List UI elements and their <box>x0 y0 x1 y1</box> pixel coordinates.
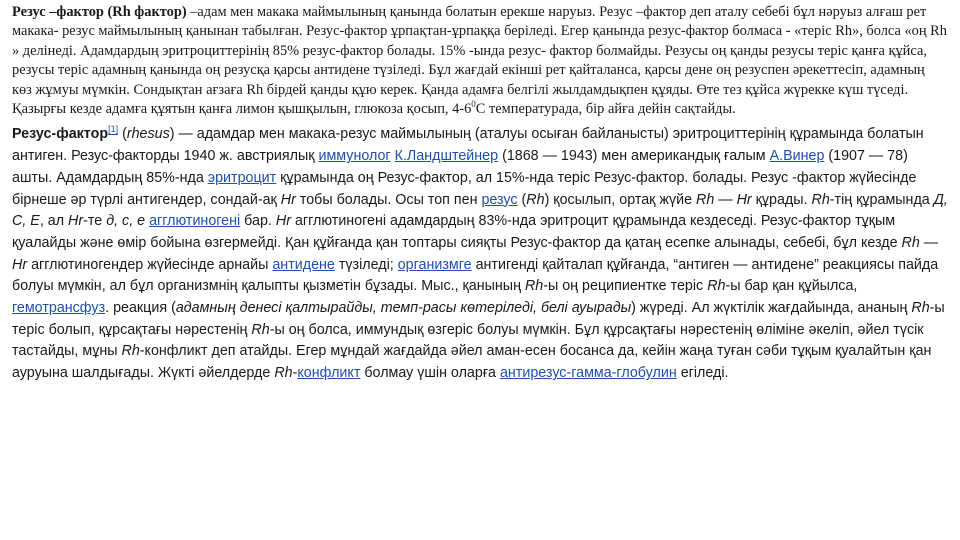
degree-superscript: 0 <box>471 99 476 110</box>
italic-term: Rh <box>901 234 920 251</box>
italic-term: Rh <box>911 300 930 317</box>
italic-symptoms: адамның денесі қалтырайды, темп-расы көтеріледі, белі ауырады <box>175 300 632 317</box>
link-organizm[interactable]: организмге <box>397 256 472 273</box>
text-segment: -ы оң болса, иммундық өзгеріс болуы мүмкін. Бұл құрсақтағы нәрестенің өліміне әкеліп, әйел түсік тастайды, мұны <box>12 321 924 360</box>
text-segment: құрамында оң Резус-фактор, ал 15%-нда теріс Резус-фактор. болады. Резус -фактор жүйесінде бірнеше әр түрлі антигендер, сондай-ақ <box>12 169 917 208</box>
text-segment: - <box>292 365 298 382</box>
term-heading: Резус-фактор <box>12 126 109 143</box>
italic-term: Rh <box>526 191 545 208</box>
text-segment: . реакция ( <box>105 300 176 317</box>
link-rezus[interactable]: резус <box>481 191 518 208</box>
text-segment: ) — адамдар мен макака-резус маймылының (аталуы осыған байланысты) эритроциттерінің құрамында болатын антиген. Резус-факторды 1940 ж. австриялық <box>12 126 924 165</box>
text-segment: агглютиногені адамдардың 83%-нда эритроцит құрамында кездеседі. Резус-фактор тұқым қуалайды және өмір бойына өзгермейді. Қан құйғанда қан топтары сияқты Резус-фактор да қатаң есепке алынады, себебі, бұл кезде <box>12 213 902 251</box>
footnote-ref-link[interactable]: [1] <box>108 124 119 135</box>
paragraph-text: –адам мен макака маймылының қанында болатын ерекше наруыз. Резус –фактор деп аталу себебі бұл нәруыз алғаш рет макака- резус маймылының қанынан табылған. Резус-фактор ұрпақтан-ұрпаққа беріледі. Егер қанында резус-фактор болмаса - «теріс Rh», болса «оң Rh » делінеді. Адамдардың эритроциттерінің 85% резус-фактор болады. 15% -ында резус- фактор болмайды. Резусы оң қанды резусы теріс қанға құйса, резусы теріс адамның қанында оң резусқа қарсы антидене түзіледі. Бұл жағдай екінші рет қайталанса, қарсы дене оң резуспен әрекеттесіп, адамның көз жұмуы мүмкін. Сондықтан ағзаға Rh бірдей қанды құю керек. Қанда адамға белгілі жылдамдықпен құяды. Өте тез құйса жүрекке күш түседі. Қазырғы кезде адамға құятын қанға лимон қышқылын, глюкоза қосып, 4-6 <box>12 4 947 118</box>
text-segment: ( <box>517 191 527 208</box>
link-antidene[interactable]: антидене <box>272 256 335 273</box>
italic-term: Hr <box>68 213 84 230</box>
text-segment: ) қосылып, ортақ жүйе <box>544 191 697 208</box>
link-immunolog[interactable]: иммунолог <box>318 148 391 165</box>
term-heading: Резус –фактор (Rh фактор) <box>12 4 187 20</box>
italic-term: Rh <box>696 191 715 208</box>
text-segment: антигенді қайталап құйғанда, “антиген — антидене” реакциясы пайда болуы мүмкін, ал бұл организмнің қалыпты қызметін бұзады. Мыс., қанының <box>12 256 939 295</box>
italic-term: Д, С, Е <box>12 191 948 230</box>
italic-term: Rh <box>524 278 544 295</box>
text-segment: -конфликт деп атайды. Егер мұндай жағдайда әйел аман-есен босанса да, кейін жаңа туған сәби тұқым қуалайтын қан ауруына шалдығады. Жүкті әйелдерде <box>12 343 932 382</box>
italic-term: Hr <box>275 213 291 230</box>
link-agglyutinogen[interactable]: агглютиногені <box>149 213 241 230</box>
italic-term: д, с, е <box>106 213 146 230</box>
latin-term: rhesus <box>126 126 170 143</box>
text-segment: ) жүреді. Ал жүктілік жағдайында, ананың <box>631 300 912 317</box>
text-segment: -тің құрамында <box>829 191 934 208</box>
link-antirezus[interactable]: антирезус-гамма-глобулин <box>499 365 677 382</box>
text-segment: -ы оң реципиентке теріс <box>543 278 708 295</box>
text-segment: — <box>714 191 737 208</box>
text-segment: ( <box>118 126 127 143</box>
italic-term: Rh <box>274 365 293 382</box>
paragraph-rh-factor-encyclopedia <box>12 124 948 384</box>
text-segment: — <box>919 234 939 251</box>
italic-term: Hr <box>736 191 752 208</box>
text-segment: түзіледі; <box>334 256 398 273</box>
text-segment: тобы болады. Осы топ пен <box>295 191 482 208</box>
italic-term: Rh <box>251 321 270 338</box>
text-segment: құрады. <box>751 191 812 208</box>
text-segment: егіледі. <box>676 365 729 382</box>
text-segment: -ы теріс болып, құрсақтағы нәрестенің <box>12 300 945 338</box>
text-segment: -ы бар қан құйылса, <box>725 278 858 295</box>
link-landsteiner[interactable]: К.Ландштейнер <box>394 148 499 165</box>
text-segment: -те <box>83 213 107 230</box>
italic-term: Rh <box>707 278 726 295</box>
italic-term: Hr <box>12 256 28 273</box>
text-segment: (1907 — 78) ашты. Адамдардың 85%-нда <box>12 148 908 186</box>
link-eritrocit[interactable]: эритроцит <box>207 169 277 186</box>
paragraph-text-end: С температурада, бір айға дейін сақтайды. <box>475 101 736 118</box>
italic-term: Rh <box>121 343 140 360</box>
text-segment: (1868 — 1943) мен американдық ғалым <box>498 148 770 165</box>
link-konflikt[interactable]: конфликт <box>297 365 361 382</box>
text-segment: болмау үшін оларға <box>360 365 500 382</box>
link-gemotransfuz[interactable]: гемотрансфуз <box>12 300 106 317</box>
paragraph-rh-factor-intro <box>12 3 948 119</box>
italic-term: Rh <box>811 191 830 208</box>
link-viner[interactable]: А.Винер <box>769 148 825 165</box>
text-segment: агглютиногендер жүйесінде арнайы <box>27 256 273 273</box>
text-segment: бар. <box>240 213 276 230</box>
italic-term: Hr <box>280 191 296 208</box>
text-segment: , ал <box>39 213 69 230</box>
